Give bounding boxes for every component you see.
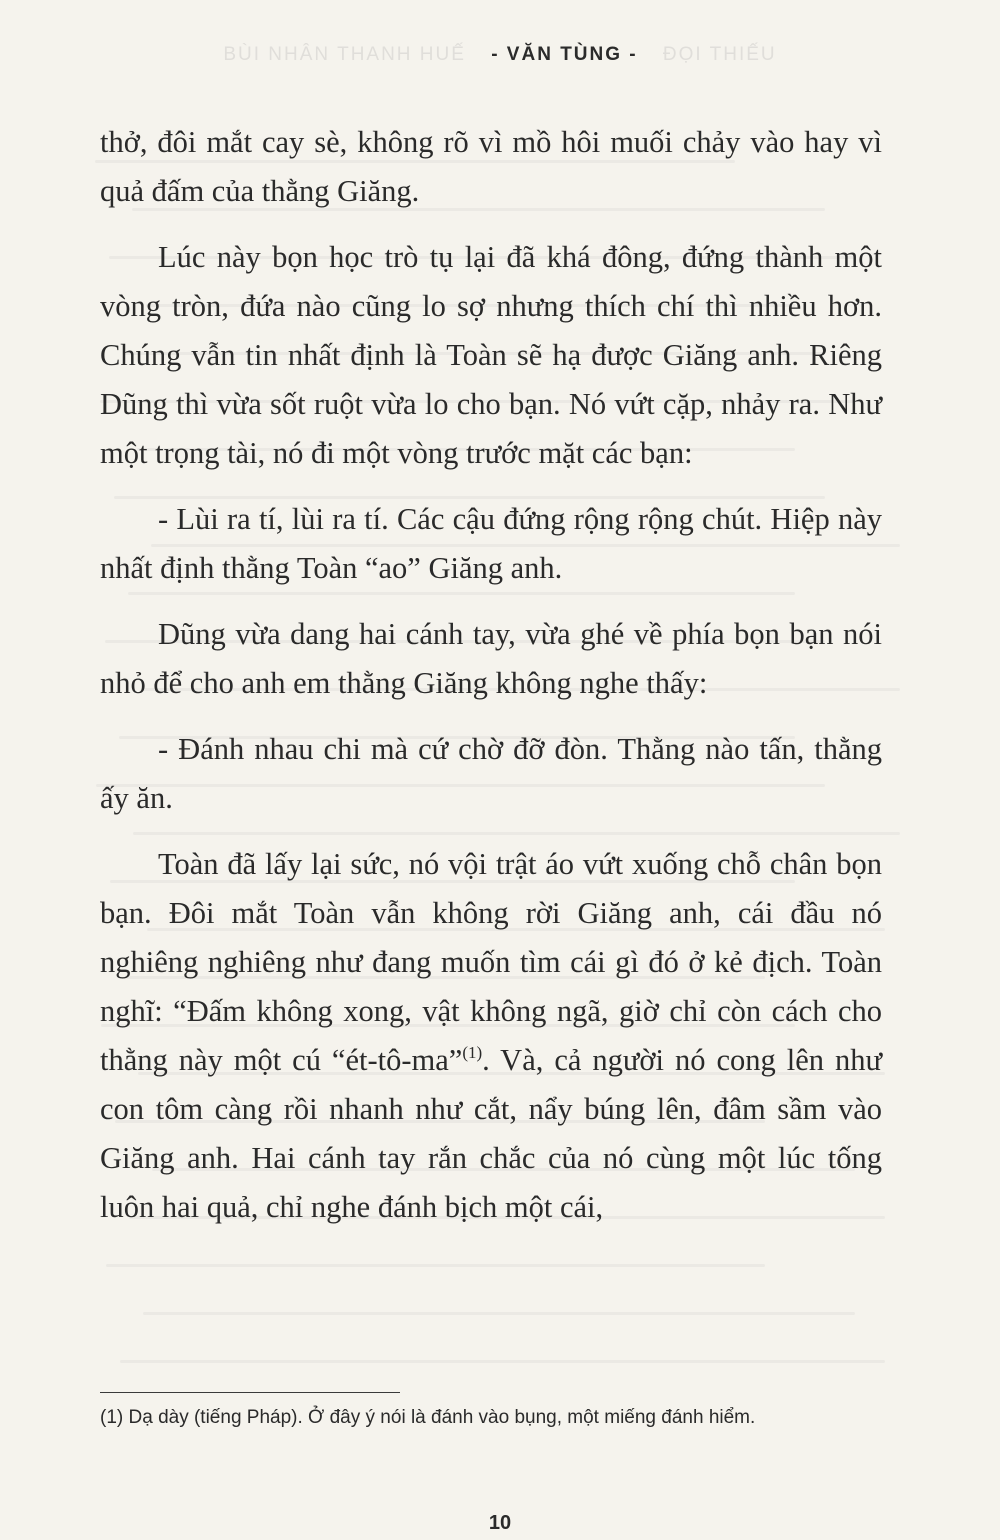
paragraph-3: - Lùi ra tí, lùi ra tí. Các cậu đứng rộng rộng chút. Hiệp này nhất định thằng Toàn “ao” Giăng anh.: [100, 502, 882, 585]
paragraph-2: Lúc này bọn học trò tụ lại đã khá đông, đứng thành một vòng tròn, đứa nào cũng lo sợ nhưng thích chí thì nhiều hơn. Chúng vẫn tin nhất định là Toàn sẽ hạ được Giăng anh. Riêng Dũng thì vừa sốt ruột vừa lo cho bạn. Nó vứt cặp, nhảy ra. Như một trọng tài, nó đi một vòng trước mặt các bạn:: [100, 240, 882, 470]
footnote-reference[interactable]: (1): [462, 1043, 483, 1062]
paragraph-6-text: Toàn đã lấy lại sức, nó vội trật áo vứt xuống chỗ chân bọn bạn. Đôi mắt Toàn vẫn không rời Giăng anh, cái đầu nó nghiêng nghiêng như đang muốn tìm cái gì đó ở kẻ địch. Toàn nghĩ: “Đấm không xong, vật không ngã, giờ chỉ còn cách cho thằng này một cú “ét-tô-ma”: [100, 847, 882, 1077]
paragraph-6: [100, 840, 882, 1232]
paragraph-5: - Đánh nhau chi mà cứ chờ đỡ đòn. Thằng nào tấn, thằng ấy ăn.: [100, 732, 882, 815]
paragraph-4: Dũng vừa dang hai cánh tay, vừa ghé về phía bọn bạn nói nhỏ để cho anh em thằng Giăng không nghe thấy:: [100, 617, 882, 700]
running-head-author: - VĂN TÙNG -: [491, 44, 638, 65]
bleed-through-line: [120, 1360, 885, 1363]
running-head-ghost-left: BÙI NHÂN THANH HUẾ: [223, 44, 466, 65]
page-number: 10: [488, 1512, 512, 1534]
running-head-ghost-right: ĐỌI THIẾU: [662, 44, 777, 65]
running-head: [0, 44, 1000, 66]
paragraph-1: thở, đôi mắt cay sè, không rõ vì mồ hôi muối chảy vào hay vì quả đấm của thằng Giăng.: [100, 125, 882, 208]
footnote-divider: [100, 1392, 400, 1393]
body-text: [100, 118, 882, 1232]
footnote: (1) Dạ dày (tiếng Pháp). Ở đây ý nói là đánh vào bụng, một miếng đánh hiểm.: [100, 1407, 756, 1428]
bleed-through-line: [106, 1264, 765, 1267]
paragraph-6-continuation: . Và, cả người nó cong lên như con tôm càng rồi nhanh như cắt, nẩy búng lên, đâm sầm vào Giăng anh. Hai cánh tay rắn chắc của nó cùng một lúc tống luôn hai quả, chỉ nghe đánh bịch một cái,: [100, 1043, 882, 1224]
bleed-through-line: [143, 1312, 855, 1315]
